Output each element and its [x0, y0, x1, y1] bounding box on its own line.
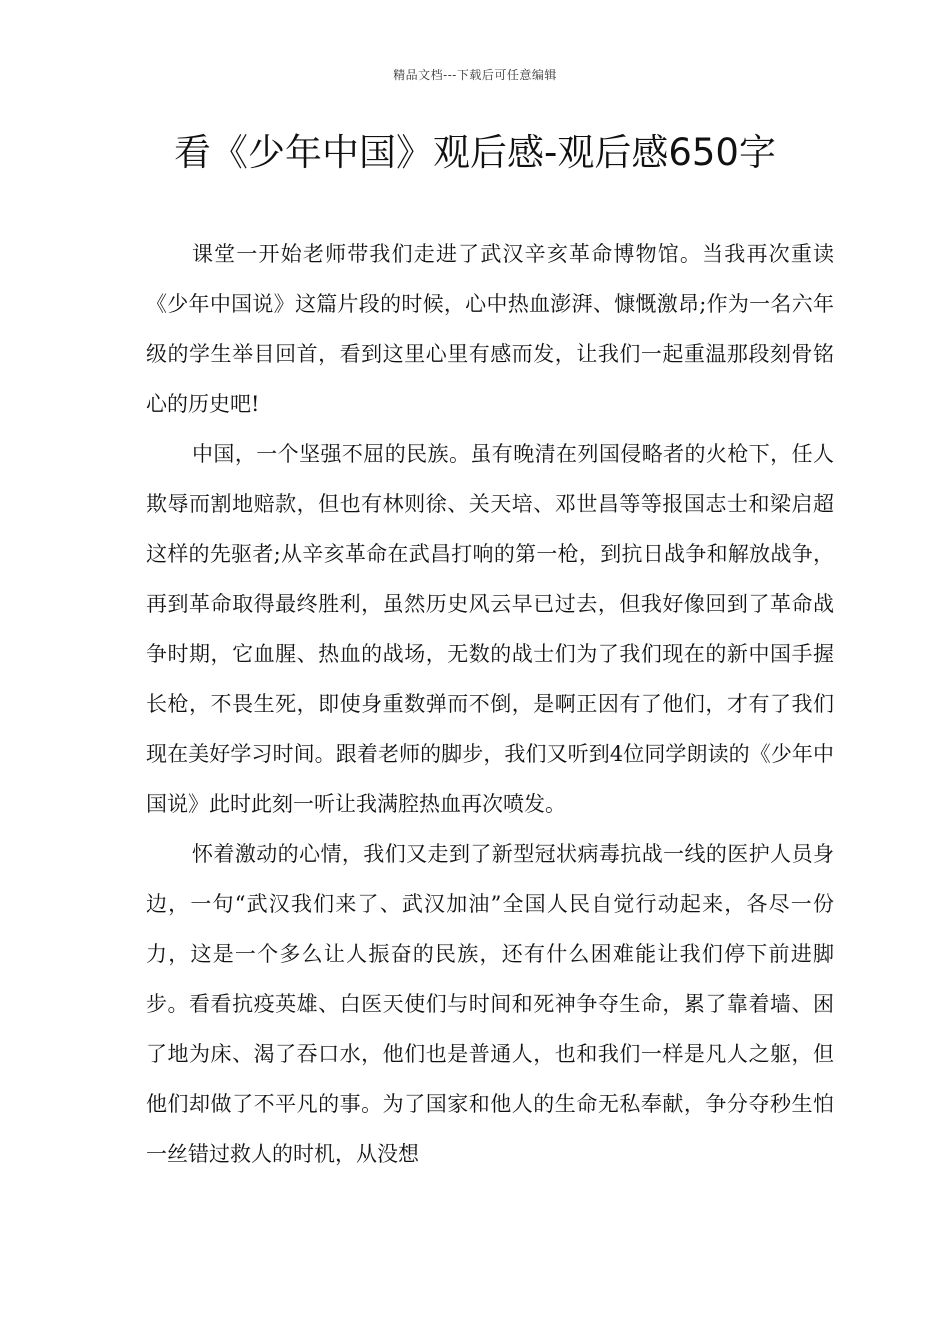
header-watermark: 精品文档---下载后可任意编辑 — [393, 68, 557, 82]
paragraph-3: 怀着激动的心情，我们又走到了新型冠状病毒抗战一线的医护人员身边，一句“武汉我们来了、武汉加油”全国人民自觉行动起来，各尽一份力，这是一个多么让人振奋的民族，还有什么困难能让我们停下前进脚步。看看抗疫英雄、白医天使们与时间和死神争夺生命，累了靠着墙、困了地为床、渴了吞口水，他们也是普通人，也和我们一样是凡人之躯，但他们却做了不平凡的事。为了国家和他人的生命无私奉献，争分夺秒生怕一丝错过救人的时机，从没想 — [146, 842, 834, 1166]
document-title: 看《少年中国》观后感-观后感650字 — [174, 131, 776, 174]
paragraph-2: 中国，一个坚强不屈的民族。虽有晚清在列国侵略者的火枪下，任人欺辱而割地赔款，但也有林则徐、关天培、邓世昌等等报国志士和梁启超这样的先驱者;从辛亥革命在武昌打响的第一枪，到抗日战争和解放战争，再到革命取得最终胜利，虽然历史风云早已过去，但我好像回到了革命战争时期，它血腥、热血的战场，无数的战士们为了我们现在的新中国手握长枪，不畏生死，即使身重数弹而不倒，是啊正因有了他们，才有了我们现在美好学习时间。跟着老师的脚步，我们又听到4位同学朗读的《少年中国说》此时此刻一听让我满腔热血再次喷发。 — [146, 442, 834, 816]
paragraph-1: 课堂一开始老师带我们走进了武汉辛亥革命博物馆。当我再次重读《少年中国说》这篇片段的时候，心中热血澎湃、慷慨激昂;作为一名六年级的学生举目回首，看到这里心里有感而发，让我们一起重温那段刻骨铭心的历史吧! — [146, 242, 834, 416]
document-body — [146, 229, 834, 1179]
